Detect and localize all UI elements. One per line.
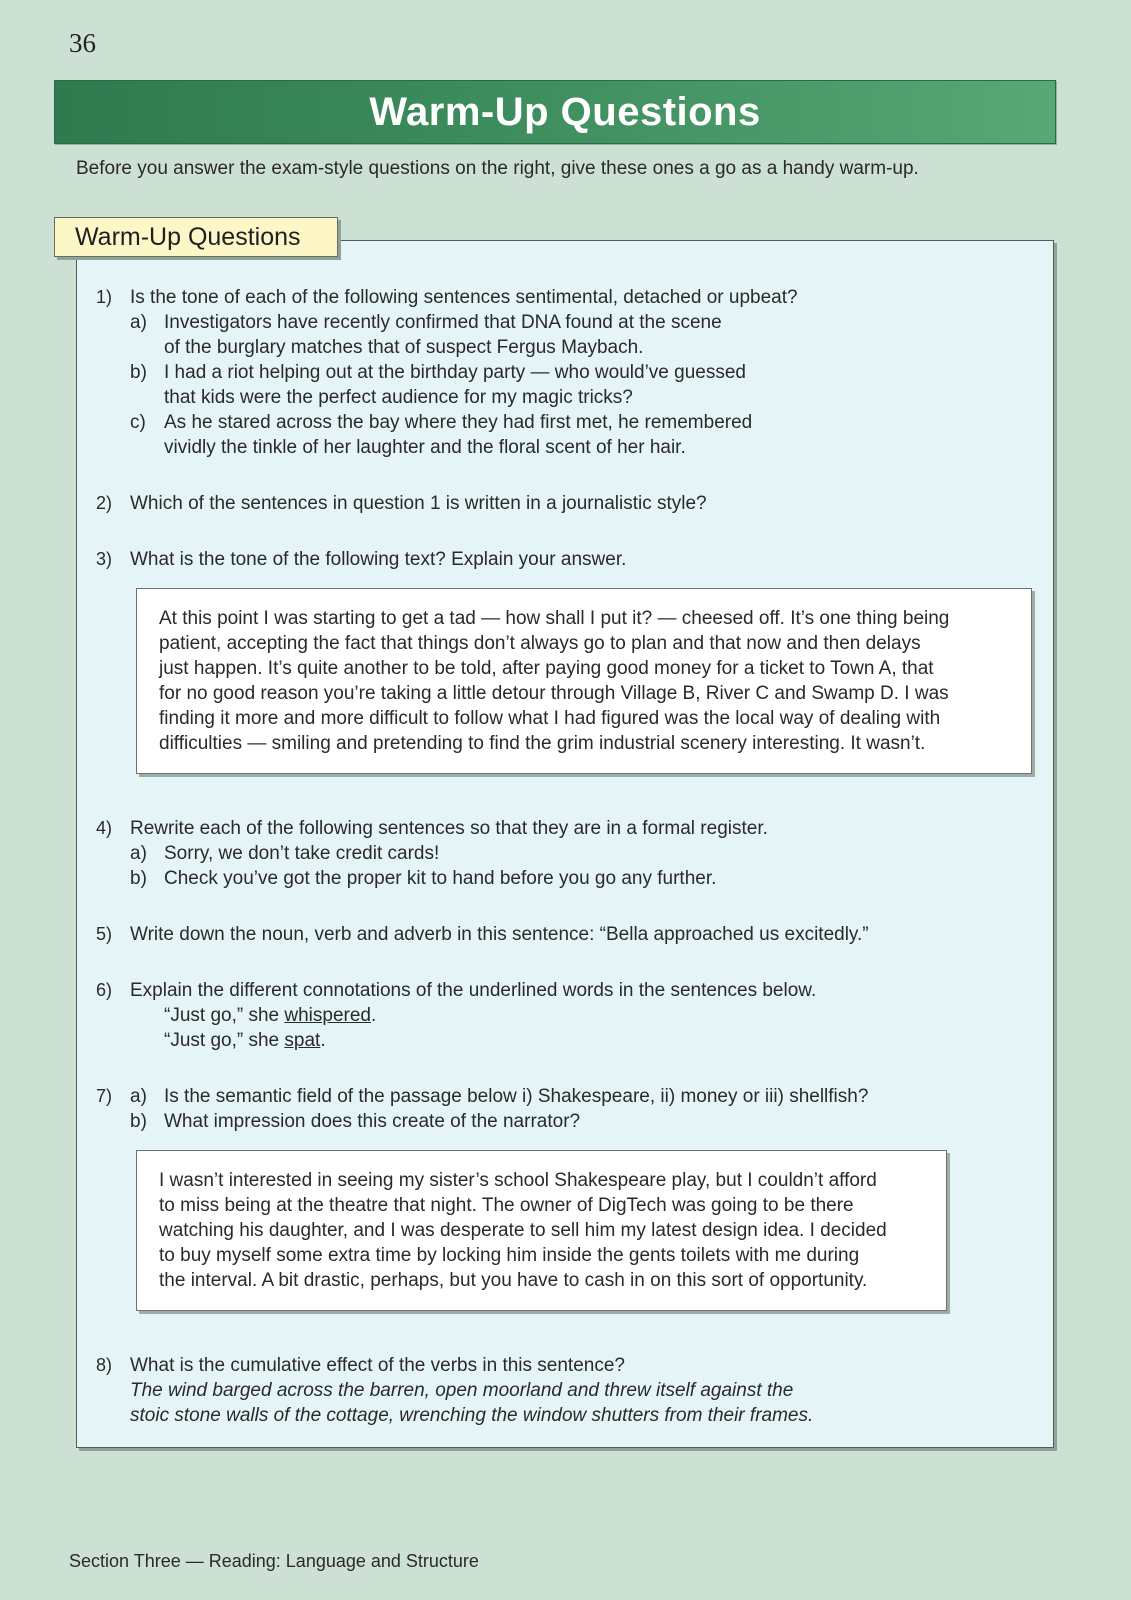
question-text: What is the tone of the following text? Explain your answer. xyxy=(130,549,627,570)
example-text: “Just go,” she xyxy=(164,1005,285,1026)
question-number: 4) xyxy=(96,818,113,838)
passage-line: just happen. It’s quite another to be told, after paying good money for a ticket to Town A, that xyxy=(159,658,934,679)
question-number: 5) xyxy=(96,924,113,944)
passage-line: watching his daughter, and I was desperate to sell him my latest design idea. I decided xyxy=(159,1220,887,1241)
sub-text-line: that kids were the perfect audience for my magic tricks? xyxy=(164,387,633,408)
question-2 xyxy=(96,491,1036,516)
question-4 xyxy=(96,816,1036,891)
sub-text-line: vividly the tinkle of her laughter and the floral scent of her hair. xyxy=(164,437,686,458)
footer-section-label: Section Three — Reading: Language and Structure xyxy=(69,1551,479,1571)
passage-line: patient, accepting the fact that things don’t always go to plan and that now and then delays xyxy=(159,633,921,654)
passage-box xyxy=(136,588,1032,774)
passage-line: At this point I was starting to get a tad — how shall I put it? — cheesed off. It’s one thing being xyxy=(159,608,950,629)
page-number: 36 xyxy=(69,28,96,58)
sub-question-b xyxy=(130,866,1036,891)
sub-text-line: As he stared across the bay where they had first met, he remembered xyxy=(164,412,753,433)
question-5 xyxy=(96,922,1036,947)
sub-question-a xyxy=(130,841,1036,866)
example-punct: . xyxy=(320,1030,326,1051)
sub-label: b) xyxy=(130,868,147,889)
sub-label: a) xyxy=(130,843,147,864)
intro-text: Before you answer the exam-style questions on the right, give these ones a go as a handy warm-up. xyxy=(76,158,919,179)
question-number: 8) xyxy=(96,1355,113,1375)
sub-question-a xyxy=(130,310,1036,360)
sub-label: c) xyxy=(130,412,146,433)
passage-line: to miss being at the theatre that night. The owner of DigTech was going to be there xyxy=(159,1195,854,1216)
sub-label: a) xyxy=(130,312,147,333)
question-number: 7) xyxy=(96,1086,113,1106)
example-punct: . xyxy=(371,1005,377,1026)
question-number: 2) xyxy=(96,493,113,513)
underlined-word: whispered xyxy=(284,1005,371,1026)
question-1 xyxy=(96,285,1036,460)
question-6 xyxy=(96,978,1036,1053)
question-8 xyxy=(96,1353,1036,1428)
underlined-word: spat xyxy=(284,1030,321,1051)
question-text: Rewrite each of the following sentences so that they are in a formal register. xyxy=(130,818,768,839)
question-number: 6) xyxy=(96,980,113,1000)
sub-text-line: Is the semantic field of the passage below i) Shakespeare, ii) money or iii) shellfish? xyxy=(164,1086,869,1107)
passage-line: finding it more and more difficult to follow what I had figured was the local way of dealing with xyxy=(159,708,941,729)
question-text: Write down the noun, verb and adverb in this sentence: “Bella approached us excitedly.” xyxy=(130,924,869,945)
sub-question-b xyxy=(130,360,1036,410)
quoted-sentence-line: stoic stone walls of the cottage, wrenching the window shutters from their frames. xyxy=(130,1405,814,1426)
question-7 xyxy=(96,1084,1036,1311)
sub-text-line: of the burglary matches that of suspect Fergus Maybach. xyxy=(164,337,644,358)
example-text: “Just go,” she xyxy=(164,1030,285,1051)
example-sentence-2 xyxy=(164,1028,1036,1053)
question-number: 3) xyxy=(96,549,113,569)
page-title: Warm-Up Questions xyxy=(369,89,761,134)
sub-text-line: Investigators have recently confirmed that DNA found at the scene xyxy=(164,312,722,333)
sub-label: a) xyxy=(130,1086,147,1107)
sub-label: b) xyxy=(130,1111,147,1132)
question-text: What is the cumulative effect of the verbs in this sentence? xyxy=(130,1355,625,1376)
sub-question-c xyxy=(130,410,1036,460)
question-text: Explain the different connotations of the underlined words in the sentences below. xyxy=(130,980,817,1001)
example-sentence-1 xyxy=(164,1003,1036,1028)
question-3 xyxy=(96,547,1036,774)
passage-line: to buy myself some extra time by locking him inside the gents toilets with me during xyxy=(159,1245,860,1266)
passage-line: I wasn’t interested in seeing my sister’s school Shakespeare play, but I couldn’t afford xyxy=(159,1170,877,1191)
sub-text-line: Sorry, we don’t take credit cards! xyxy=(164,843,440,864)
title-banner xyxy=(54,80,1056,144)
sub-question-b xyxy=(130,1109,1036,1134)
box-label: Warm-Up Questions xyxy=(54,217,338,257)
sub-label: b) xyxy=(130,362,147,383)
question-text: Is the tone of each of the following sentences sentimental, detached or upbeat? xyxy=(130,287,798,308)
quoted-sentence-line: The wind barged across the barren, open moorland and threw itself against the xyxy=(130,1380,794,1401)
question-text: Which of the sentences in question 1 is written in a journalistic style? xyxy=(130,493,707,514)
passage-box xyxy=(136,1150,947,1311)
sub-text-line: What impression does this create of the narrator? xyxy=(164,1111,581,1132)
passage-line: for no good reason you’re taking a little detour through Village B, River C and Swamp D. I was xyxy=(159,683,949,704)
questions-content xyxy=(96,285,1036,1428)
sub-text-line: I had a riot helping out at the birthday party — who would’ve guessed xyxy=(164,362,746,383)
question-number: 1) xyxy=(96,287,113,307)
passage-line: the interval. A bit drastic, perhaps, but you have to cash in on this sort of opportunity. xyxy=(159,1270,868,1291)
sub-text-line: Check you’ve got the proper kit to hand before you go any further. xyxy=(164,868,717,889)
sub-question-a xyxy=(130,1084,1036,1109)
passage-line: difficulties — smiling and pretending to find the grim industrial scenery interesting. It wasn’t. xyxy=(159,733,926,754)
